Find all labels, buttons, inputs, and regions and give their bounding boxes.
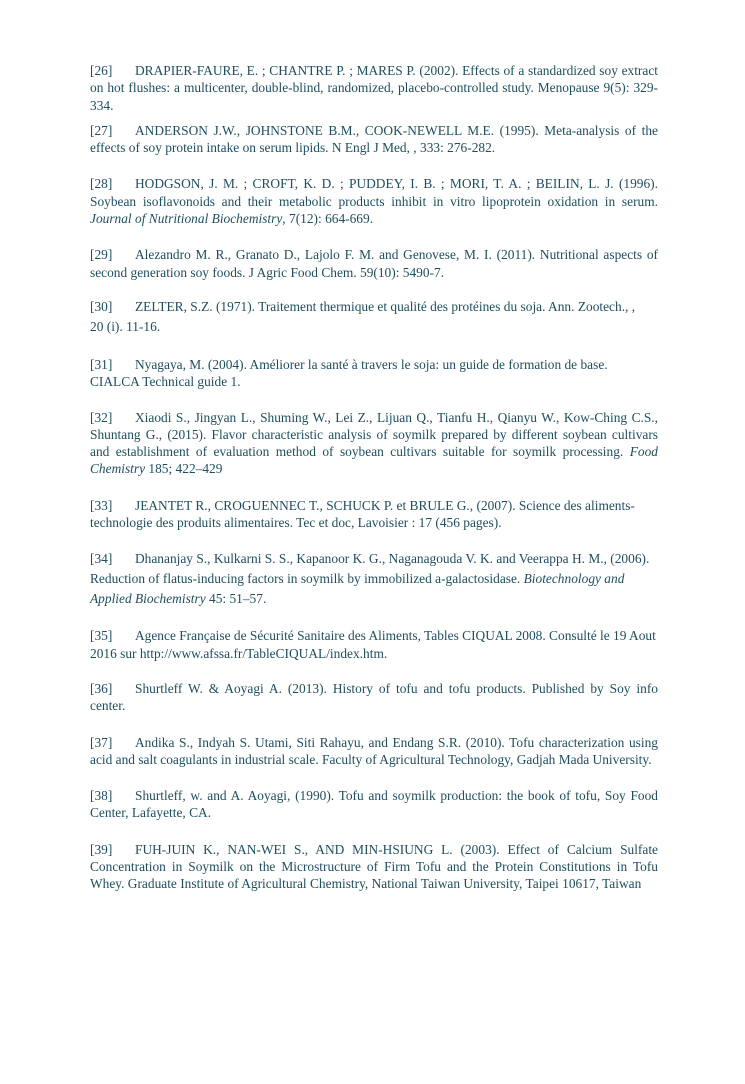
reference-text: Shurtleff, w. and A. Aoyagi, (1990). Tofu and soymilk production: the book of tofu, Soy Food Center, Lafayette, CA. bbox=[90, 788, 658, 821]
journal-title: Food Chemistry bbox=[90, 444, 658, 477]
reference-number: [39] bbox=[90, 841, 113, 857]
reference-36 bbox=[90, 680, 658, 715]
reference-text: Andika S., Indyah S. Utami, Siti Rahayu, and Endang S.R. (2010). Tofu characterization using acid and salt coagulants in industrial scale. Faculty of Agricultural Technology, Gadjah Mada University. bbox=[90, 734, 658, 767]
reference-28 bbox=[90, 175, 658, 227]
reference-tail: 185; 422–429 bbox=[145, 461, 223, 477]
reference-number: [38] bbox=[90, 788, 113, 804]
reference-32 bbox=[90, 409, 658, 478]
reference-text: Alezandro M. R., Granato D., Lajolo F. M. and Genovese, M. I. (2011). Nutritional aspects of second generation soy foods. J Agric Food Chem. 59(10): 5490-7. bbox=[90, 247, 658, 280]
reference-list bbox=[90, 62, 658, 893]
reference-number: [34] bbox=[90, 551, 113, 567]
reference-number: [27] bbox=[90, 122, 113, 138]
reference-text: Shurtleff W. & Aoyagi A. (2013). History of tofu and tofu products. Published by Soy info center. bbox=[90, 680, 658, 714]
reference-text: ZELTER, S.Z. (1971). Traitement thermique et qualité des protéines du soja. Ann. Zootech., , 20 (i). 11-16. bbox=[90, 298, 636, 334]
reference-tail: 45: 51–57. bbox=[205, 591, 267, 607]
reference-number: [28] bbox=[90, 176, 113, 192]
reference-number: [37] bbox=[90, 734, 113, 750]
reference-number: [26] bbox=[90, 63, 113, 78]
reference-number: [31] bbox=[90, 356, 113, 372]
reference-38 bbox=[90, 787, 658, 822]
reference-37 bbox=[90, 734, 658, 769]
reference-text: JEANTET R., CROGUENNEC T., SCHUCK P. et BRULE G., (2007). Science des aliments-technologie des produits alimentaires. Tec et doc, Lavoisier : 17 (456 pages). bbox=[90, 497, 635, 531]
journal-title: Journal of Nutritional Biochemistry bbox=[90, 211, 283, 227]
reference-number: [29] bbox=[90, 247, 113, 263]
reference-39 bbox=[90, 841, 658, 893]
reference-text: Dhananjay S., Kulkarni S. S., Kapanoor K. G., Naganagouda V. K. and Veerappa H. M., (2006). Reduction of flatus-inducing factors in soymilk by immobilized a-galactosidase. bbox=[90, 551, 650, 587]
reference-26 bbox=[90, 62, 658, 114]
reference-text: FUH-JUIN K., NAN-WEI S., AND MIN-HSIUNG L. (2003). Effect of Calcium Sulfate Concentration in Soymilk on the Microstructure of Firm Tofu and the Protein Constitutions in Tofu Whey. Graduate Institute of Agricultural Chemistry, National Taiwan University, Taipei 10617, Taiwan bbox=[90, 841, 658, 892]
reference-number: [36] bbox=[90, 680, 113, 696]
reference-number: [35] bbox=[90, 628, 113, 644]
reference-tail: , 7(12): 664-669. bbox=[282, 211, 374, 227]
reference-35 bbox=[90, 627, 658, 662]
reference-33 bbox=[90, 497, 658, 532]
reference-text: DRAPIER-FAURE, E. ; CHANTRE P. ; MARES P. (2002). Effects of a standardized soy extract on hot flushes: a multicenter, double-blind, randomized, placebo-controlled study. Menopause 9(5): 329-334. bbox=[90, 63, 658, 113]
reference-text: HODGSON, J. M. ; CROFT, K. D. ; PUDDEY, I. B. ; MORI, T. A. ; BEILIN, L. J. (1996). Soybean isoflavonoids and their metabolic products inhibit in vitro lipoprotein oxidation in serum. bbox=[90, 176, 658, 209]
reference-34 bbox=[90, 549, 658, 609]
reference-31 bbox=[90, 356, 658, 391]
reference-text: Agence Française de Sécurité Sanitaire des Aliments, Tables CIQUAL 2008. Consulté le 19 Aout 2016 sur http://www.afssa.fr/TableCIQUAL/index.htm. bbox=[90, 628, 656, 661]
journal-title: Biotechnology and Applied Biochemistry bbox=[90, 571, 625, 607]
reference-30 bbox=[90, 297, 658, 337]
reference-number: [30] bbox=[90, 298, 113, 314]
reference-number: [32] bbox=[90, 409, 113, 425]
reference-text: Nyagaya, M. (2004). Améliorer la santé à travers le soja: un guide de formation de base. CIALCA Technical guide 1. bbox=[90, 356, 608, 390]
reference-27 bbox=[90, 122, 658, 157]
reference-29 bbox=[90, 246, 658, 281]
reference-text: Xiaodi S., Jingyan L., Shuming W., Lei Z., Lijuan Q., Tianfu H., Qianyu W., Kow-Ching C.S., Shuntang G., (2015). Flavor characteristic analysis of soymilk prepared by different soybean cultivars and establishment of evaluation method of soybean cultivars suitable for soymilk processing. bbox=[90, 409, 658, 460]
reference-number: [33] bbox=[90, 497, 113, 513]
reference-text: ANDERSON J.W., JOHNSTONE B.M., COOK-NEWELL M.E. (1995). Meta-analysis of the effects of soy protein intake on serum lipids. N Engl J Med, , 333: 276-282. bbox=[90, 122, 658, 156]
